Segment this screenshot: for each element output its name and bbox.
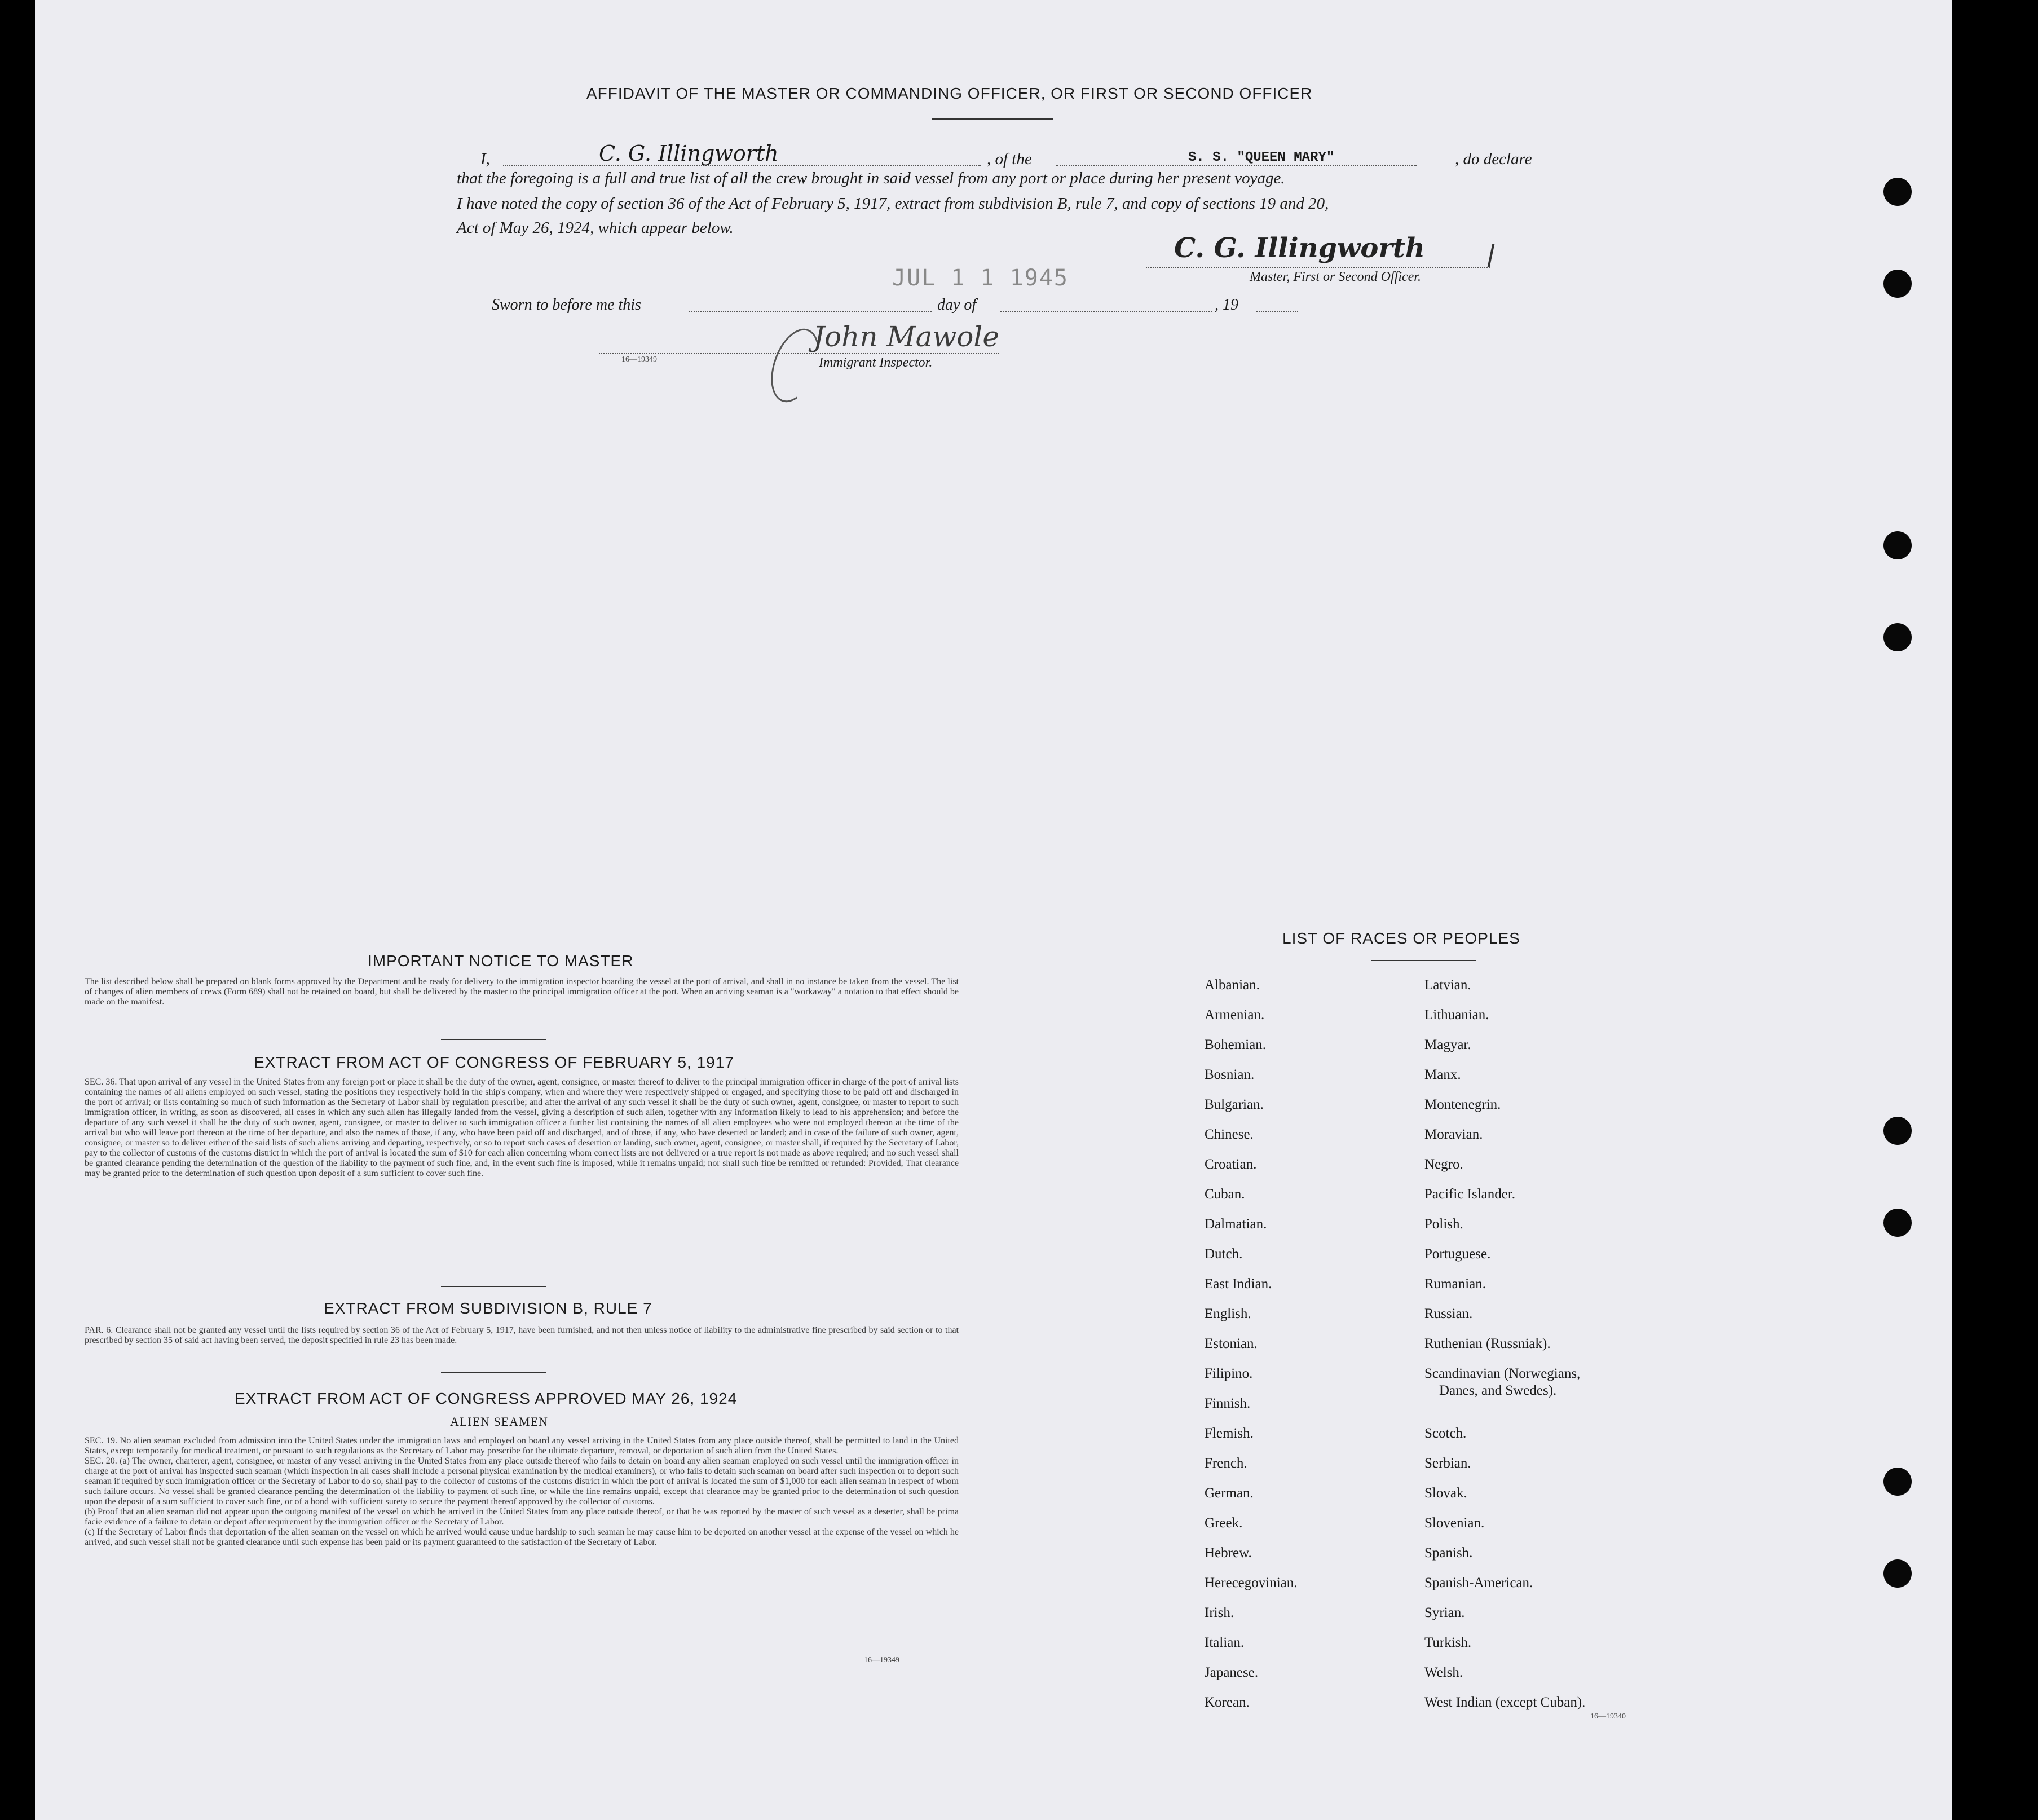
race-left-item: Dutch.	[1205, 1246, 1243, 1262]
race-left-item: Estonian.	[1205, 1336, 1258, 1351]
race-right-item: Polish.	[1424, 1217, 1463, 1232]
race-left-item: English.	[1205, 1306, 1251, 1321]
race-left-item: Flemish.	[1205, 1426, 1254, 1441]
race-left-item: Croatian.	[1205, 1157, 1257, 1172]
race-right-item: Welsh.	[1424, 1665, 1463, 1680]
race-left-item: Bosnian.	[1205, 1067, 1255, 1082]
race-right-item: Scandinavian (Norwegians,	[1424, 1366, 1581, 1381]
race-left-item: Herecegovinian.	[1205, 1575, 1298, 1590]
inspector-line	[599, 337, 999, 354]
extract-1917-title: EXTRACT FROM ACT OF CONGRESS OF FEBRUARY 5, 1917	[254, 1054, 734, 1071]
day-of-label: day of	[937, 296, 977, 314]
punch-hole	[1883, 1117, 1912, 1145]
extract-1924-body	[85, 1436, 959, 1548]
declaration-line-4: Act of May 26, 1924, which appear below.	[457, 219, 734, 237]
punch-hole	[1883, 1559, 1912, 1588]
of-the-label: , of the	[987, 150, 1032, 168]
races-title: LIST OF RACES OR PEOPLES	[1282, 929, 1520, 947]
race-left-item: Armenian.	[1205, 1007, 1265, 1023]
year-prefix: , 19	[1215, 296, 1238, 314]
race-left-item: Greek.	[1205, 1515, 1243, 1531]
rule7-body: PAR. 6. Clearance shall not be granted any vessel until the lists required by section 36 of the Act of February 5, 1917, have been furnished, and not then unless notice of liability to the administrative fine prescribed by said section or to that prescribed by section 35 of said act having been served, the deposit specified in rule 23 has been made.	[85, 1325, 959, 1345]
inspector-signature: John Mawole	[813, 320, 999, 353]
punch-hole	[1883, 623, 1912, 651]
sec-20a-text: SEC. 20. (a) The owner, charterer, agent, consignee, or master of any vessel arriving in the United States from any place outside thereof who fails to detain on board any alien seaman employed on such vessel until the immigration officer in charge at the port of arrival has inspected such seaman (which inspection in all cases shall include a personal physical examination by the medical examiners), or who fails to detain such seaman on board after such inspection or to deport such seaman if required by such immigration officer or the Secretary of Labor to do so, shall pay to the collector of customs of the customs district in which the port of arrival is located the sum of $1,000 for each alien seaman in respect of whom such failure occurs. No vessel shall be granted clearance pending the determination of the liability to payment of such fine, or while the fine remains unpaid, except that clearance may be granted prior to the determination of such question upon the deposit of a sum sufficient to cover such fine, or of a bond with sufficient surety to secure the payment thereof approved by the collector of customs.	[85, 1456, 959, 1506]
race-left-item: Hebrew.	[1205, 1545, 1252, 1561]
notice-divider	[441, 1039, 546, 1040]
declaration-line-2: that the foregoing is a full and true list of all the crew brought in said vessel from any port or place during her present voyage.	[457, 169, 1285, 187]
punch-hole	[1883, 1209, 1912, 1237]
punch-hole	[1883, 178, 1912, 206]
month-field	[1000, 296, 1212, 312]
race-left-item: Italian.	[1205, 1635, 1245, 1650]
master-name: C. G. Illingworth	[599, 141, 779, 166]
race-left-item: Japanese.	[1205, 1665, 1259, 1680]
punch-hole	[1883, 270, 1912, 298]
race-right-item: Pacific Islander.	[1424, 1187, 1516, 1202]
extract-form-mark: 16—19349	[864, 1656, 899, 1664]
inspector-caption: Immigrant Inspector.	[819, 355, 933, 370]
declaration-line-1	[480, 141, 1552, 168]
notice-body: The list described below shall be prepared on blank forms approved by the Department and be ready for delivery to the immigration inspector boarding the vessel at the port of arrival, and shall in no instance be taken from the vessel. The list of changes of alien members of crews (Form 689) shall not be retained on board, but shall be delivered by the master to the principal immigration officer at the port. When an arriving seaman is a "workaway" a notation to that effect should be made on the manifest.	[85, 977, 959, 1007]
race-right-item: Danes, and Swedes).	[1439, 1383, 1557, 1398]
signature-line	[1146, 248, 1490, 268]
race-right-item: Negro.	[1424, 1157, 1463, 1172]
race-left-item: Finnish.	[1205, 1396, 1251, 1411]
race-right-item: Russian.	[1424, 1306, 1473, 1321]
vessel-name: S. S. "QUEEN MARY"	[1188, 150, 1335, 165]
rule7-divider	[441, 1372, 546, 1373]
punch-hole	[1883, 531, 1912, 559]
race-right-item: Moravian.	[1424, 1127, 1483, 1142]
date-stamp: JUL 1 1 1945	[892, 265, 1069, 291]
race-right-item: Lithuanian.	[1424, 1007, 1489, 1023]
race-right-item: Slovenian.	[1424, 1515, 1485, 1531]
race-left-item: Dalmatian.	[1205, 1217, 1267, 1232]
declaration-line-3: I have noted the copy of section 36 of the Act of February 5, 1917, extract from subdivision B, rule 7, and copy of sections 19 and 20,	[457, 195, 1329, 213]
declaration-intro: I,	[480, 150, 490, 168]
race-right-item: Spanish-American.	[1424, 1575, 1533, 1590]
race-right-item: Ruthenian (Russniak).	[1424, 1336, 1551, 1351]
race-left-item: Irish.	[1205, 1605, 1234, 1620]
race-right-item: Serbian.	[1424, 1456, 1471, 1471]
notice-title: IMPORTANT NOTICE TO MASTER	[368, 952, 634, 970]
race-left-item: French.	[1205, 1456, 1247, 1471]
race-right-item: Manx.	[1424, 1067, 1461, 1082]
race-left-item: Chinese.	[1205, 1127, 1254, 1142]
race-right-item: Magyar.	[1424, 1037, 1471, 1052]
document-page	[35, 0, 1952, 1820]
race-right-item: Slovak.	[1424, 1486, 1467, 1501]
sec-20b-text: (b) Proof that an alien seaman did not appear upon the outgoing manifest of the vessel on which he arrived in the United States from any place outside thereof, or that he was reported by the master of such vessel as a deserter, shall be prima facie evidence of a failure to detain or deport after requirement by the immigration officer or the Secretary of Labor.	[85, 1507, 959, 1527]
race-right-item: Scotch.	[1424, 1426, 1467, 1441]
sworn-label: Sworn to before me this	[492, 296, 641, 314]
race-right-item: Portuguese.	[1424, 1246, 1491, 1262]
race-left-item: Filipino.	[1205, 1366, 1253, 1381]
race-left-item: Bulgarian.	[1205, 1097, 1264, 1112]
signature-caption: Master, First or Second Officer.	[1250, 270, 1421, 284]
race-left-item: Bohemian.	[1205, 1037, 1267, 1052]
rule7-title: EXTRACT FROM SUBDIVISION B, RULE 7	[324, 1299, 652, 1317]
race-right-item: Spanish.	[1424, 1545, 1473, 1561]
alien-seamen-subtitle: ALIEN SEAMEN	[450, 1414, 548, 1429]
race-left-item: Cuban.	[1205, 1187, 1245, 1202]
master-signature: C. G. Illingworth	[1174, 232, 1425, 264]
punch-hole	[1883, 1468, 1912, 1496]
races-form-mark: 16—19340	[1590, 1712, 1626, 1721]
race-right-item: Rumanian.	[1424, 1276, 1486, 1292]
affidavit-title: AFFIDAVIT OF THE MASTER OR COMMANDING OFFICER, OR FIRST OR SECOND OFFICER	[586, 85, 1313, 102]
sec-19-text: SEC. 19. No alien seaman excluded from admission into the United States under the immigration laws and employed on board any vessel arriving in the United States from any place outside thereof, shall be permitted to land in the United States, except temporarily for medical treatment, or pursuant to such regulations as the Secretary of Labor may prescribe for the ultimate departure, removal, or deportation of such alien from the United States.	[85, 1436, 959, 1456]
year-field	[1256, 296, 1298, 312]
sec-20c-text: (c) If the Secretary of Labor finds that deportation of the alien seaman on the vessel on which he arrived would cause undue hardship to such seaman he may cause him to be deported on another vessel at the expense of the vessel on which he arrived, and such vessel shall not be granted clearance until such expense has been paid or its payment guaranteed to the satisfaction of the Secretary of Labor.	[85, 1527, 959, 1547]
extract-1917-body: SEC. 36. That upon arrival of any vessel in the United States from any foreign port or place it shall be the duty of the owner, agent, consignee, or master thereof to deliver to the principal immigration officer in charge of the port of arrival lists containing the names of all aliens employed on such vessel, stating the positions they respectively hold in the ship's company, when and where they were respectively shipped or engaged, and specifying those to be paid off and discharged in the port of arrival; or lists containing so much of such information as the Secretary of Labor shall by regulation prescribe; and after the arrival of any such vessel it shall be the duty of such owner, agent, consignee, or master to report to such immigration officer, in writing, as soon as discovered, all cases in which any such alien has illegally landed from the vessel, giving a description of such alien, together with any information likely to lead to his apprehension; and before the departure of any such vessel it shall be the duty of such owner, agent, consignee, or master to deliver to such immigration officer a further list containing the names of all alien employees who were not employed thereon at the time of the arrival but who will leave port thereon at the time of her departure, and also the names of those, if any, who have been paid off and discharged, and of those, if any, who have deserted or landed; and in case of the failure of such owner, agent, consignee, or master so to deliver either of the said lists of such aliens arriving and departing, respectively, or so to report such cases of desertion or landing, such owner, agent, consignee, or master shall, if required by the Secretary of Labor, pay to the collector of customs of the customs district in which the port of arrival is located the sum of $10 for each alien concerning whom correct lists are not delivered or a true report is not made as above required; and no such vessel shall be granted clearance pending the determination of the question of the liability to the payment of such fine, and, in the event such fine is imposed, while it remains unpaid; nor shall such fine be remitted or refunded: Provided, That clearance may be granted prior to the determination of such question upon deposit of a sum sufficient to cover such fine.	[85, 1077, 959, 1178]
title-divider	[932, 118, 1053, 120]
race-right-item: Turkish.	[1424, 1635, 1472, 1650]
race-right-item: West Indian (except Cuban).	[1424, 1695, 1586, 1710]
race-left-item: Korean.	[1205, 1695, 1250, 1710]
race-right-item: Syrian.	[1424, 1605, 1465, 1620]
races-divider	[1371, 960, 1476, 961]
declare-label: , do declare	[1455, 150, 1532, 168]
race-left-item: German.	[1205, 1486, 1254, 1501]
race-left-item: East Indian.	[1205, 1276, 1272, 1292]
extract-1924-title: EXTRACT FROM ACT OF CONGRESS APPROVED MAY 26, 1924	[235, 1390, 738, 1407]
sworn-day-field	[689, 296, 932, 312]
affidavit-form-mark: 16—19349	[621, 355, 657, 364]
race-right-item: Latvian.	[1424, 977, 1471, 993]
race-left-item: Albanian.	[1205, 977, 1260, 993]
race-right-item: Montenegrin.	[1424, 1097, 1501, 1112]
extract-1917-divider	[441, 1286, 546, 1287]
